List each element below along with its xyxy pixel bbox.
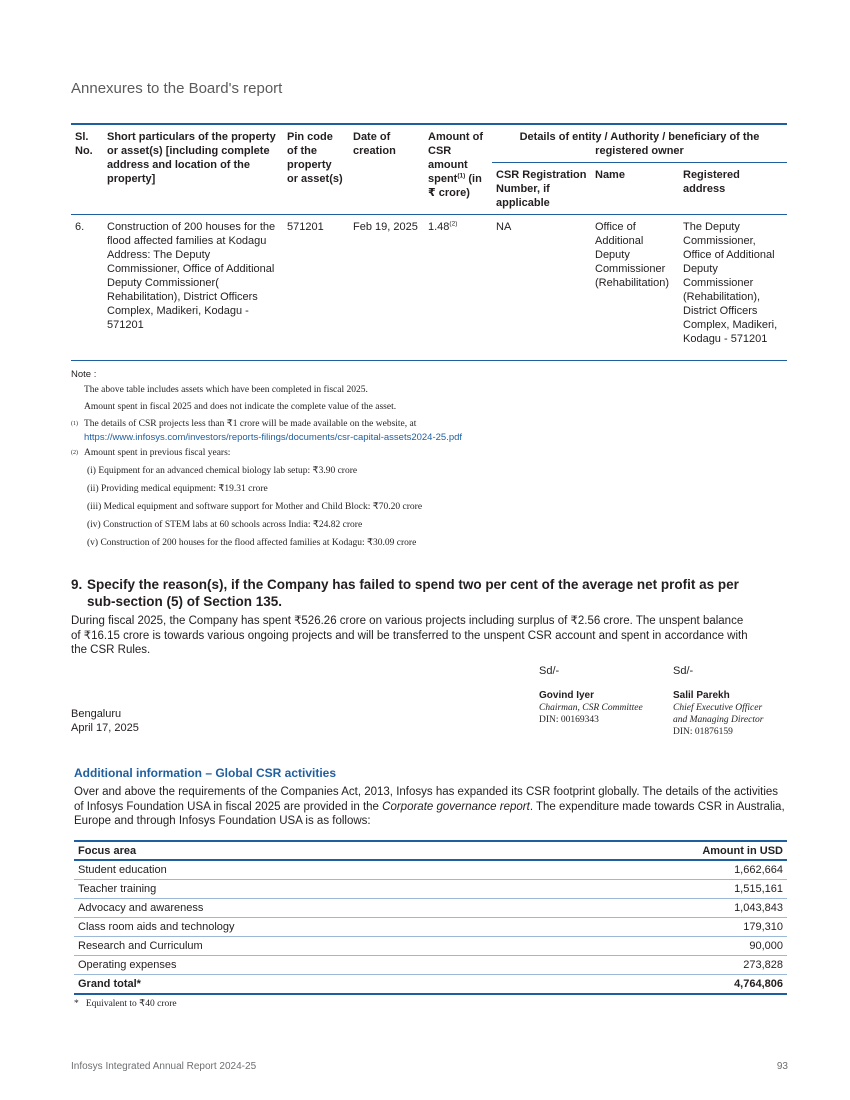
header-amount-usd: Amount in USD [537,841,787,860]
additional-info-heading: Additional information – Global CSR activities [74,766,337,780]
page-header-title: Annexures to the Board's report [71,80,283,97]
table-footnote: * Equivalent to ₹40 crore [74,999,177,1009]
header-particulars: Short particulars of the property or asset(s) [including complete address and location of the property] [107,131,276,185]
table-row: Student education 1,662,664 [74,860,787,880]
table-row: Operating expenses 273,828 [74,956,787,975]
note-line: Amount spent in fiscal 2025 and does not indicate the complete value of the asset. [84,402,397,412]
table-row: Research and Curriculum 90,000 [74,937,787,956]
table-row: Class room aids and technology 179,310 [74,918,787,937]
notes-section [71,368,787,550]
list-item: (iv) Construction of STEM labs at 60 schools across India: ₹24.82 crore [87,520,363,530]
page-number: 93 [776,1061,788,1072]
footer-report-title: Infosys Integrated Annual Report 2024-25 [71,1061,257,1072]
note-line: The above table includes assets which have been completed in fiscal 2025. [84,385,368,395]
global-csr-table [74,840,787,995]
header-sl-no: Sl. No. [75,131,93,157]
cell-sl-no: 6. [75,221,85,233]
cell-date: Feb 19, 2025 [353,221,418,233]
footnote-2: (2) Amount spent in previous fiscal years: [71,448,231,458]
signature-left: Sd/- Govind Iyer Chairman, CSR Committee DIN: 00169343 [539,665,643,725]
header-pin-code: Pin code of the property or asset(s) [287,131,343,185]
total-row: Grand total* 4,764,806 [74,975,787,995]
csr-assets-link[interactable]: https://www.infosys.com/investors/reports-filings/documents/csr-capital-assets2024-25.pdf [84,432,463,443]
header-focus-area: Focus area [74,841,537,860]
list-item: (iii) Medical equipment and software support for Mother and Child Block: ₹70.20 crore [87,502,423,512]
cell-particulars: Construction of 200 houses for the flood affected families at Kodagu Address: The Deputy Commissioner, Office of Additional Deputy Commissioner( Rehabilitation), District Officers Complex, Madikeri, Kodagu - 571201 [107,221,276,331]
table-row: Teacher training 1,515,161 [74,880,787,899]
csr-assets-table [71,123,787,361]
cell-pin-code: 571201 [287,221,324,233]
list-item: (i) Equipment for an advanced chemical biology lab setup: ₹3.90 crore [87,466,358,476]
header-amount: Amount of CSR amount spent$^{(1)}$ (in ₹ crore) [428,131,483,199]
note-title: Note : [71,369,97,380]
header-date: Date of creation [353,131,396,157]
footnote-1: (1) The details of CSR projects less than ₹1 crore will be made available on the website, at https://www.infosys.com/investors/reports-filings/documents/csr-capital-assets2024-25.pdf [71,419,463,443]
cell-registered-address: The Deputy Commissioner, Office of Additional Deputy Commissioner (Rehabilitation), District Officers Complex, Madikeri, Kodagu - 571201 [683,221,778,345]
header-csr-reg: CSR Registration Number, if applicable [496,169,587,209]
list-item: (ii) Providing medical equipment: ₹19.31 crore [87,484,268,494]
header-name: Name [595,169,625,181]
cell-name: Office of Additional Deputy Commissioner (Rehabilitation) [595,221,669,289]
list-item: (v) Construction of 200 houses for the flood affected families at Kodagu: ₹30.09 crore [87,538,417,548]
place-date: Bengaluru April 17, 2025 [71,708,139,734]
signature-right: Sd/- Salil Parekh Chief Executive Officer and Managing Director DIN: 01876159 [673,665,764,737]
table-row [71,215,787,361]
additional-info-body: Over and above the requirements of the Companies Act, 2013, Infosys has expanded its CSR footprint globally. The details of the activities of Infosys Foundation USA in fiscal 2025 are provided in the Corporate governance report. The expenditure made towards CSR in Australia, Europe and through Infosys Foundation USA is as follows: [74,786,785,827]
table-row: Advocacy and awareness 1,043,843 [74,899,787,918]
cell-csr-reg: NA [496,221,512,233]
section-9-title: 9. Specify the reason(s), if the Company has failed to spend two per cent of the average net profit as per sub-section (5) of Section 135. [71,577,739,609]
section-9-body: During fiscal 2025, the Company has spent ₹526.26 crore on various projects including surplus of ₹2.56 crore. The unspent balance of ₹16.15 crore is towards various ongoing projects and will be transferred to the unspent CSR account and spent in accordance with the CSR Rules. [71,615,748,656]
header-details-group: Details of entity / Authority / beneficiary of the registered owner [492,124,787,163]
cell-amount: 1.48$^{(2)}$ [428,220,458,233]
header-registered-address: Registered address [683,169,740,195]
